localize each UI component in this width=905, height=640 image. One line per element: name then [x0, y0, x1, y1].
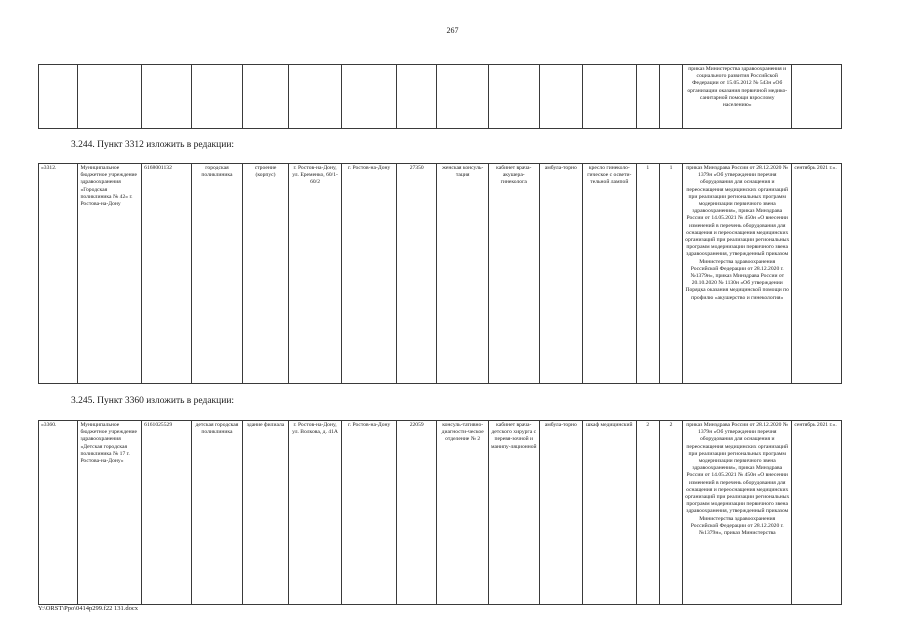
quantity-2: 1	[659, 164, 682, 384]
item-number: «3360.	[39, 421, 78, 605]
legal-basis-cell: приказ Министерства здравоохранения и социального развития Российской Федерации от 15.05.2012 № 543н «Об организации оказания первичной медико-санитарной помощи взрослому населению»	[683, 65, 792, 129]
table-row	[39, 65, 842, 129]
city: г. Ростов-на-Дону	[342, 421, 397, 605]
file-path-footer: Y:\ORST\Ppo\0414p299.f22 131.docx	[38, 605, 138, 612]
building-type: здание филиала	[243, 421, 289, 605]
room: кабинет врача-акушера-гинеколога	[488, 164, 539, 384]
room: кабинет врача-детского хирурга с перевя-зочной и манипу-ляционной	[488, 421, 539, 605]
address: г. Ростов-на-Дону, ул. Волкова, д. 41А	[288, 421, 342, 605]
inn: 6168001132	[142, 164, 192, 384]
legal-basis: приказ Минздрава России от 28.12.2020 № 1379н «Об утверждении перечня оборудования для оснащения и переоснащения медицинских организаций при реализации региональных программ модернизации первичного звена здравоохранения», приказ Минздрава России от 14.05.2021 № 450н «О внесении изменений в перечень оборудования для оснащения и переоснащения медицинских организаций при реализации региональных программ модернизации первичного звена здравоохранения, утвержденный приказом Министерства здравоохранения Российской Федерации от 28.12.2020 г. №1379н», приказ Министерства	[683, 421, 792, 605]
department: консуль-тативно-диагности-ческое отделение № 2	[437, 421, 489, 605]
table-item-3312	[38, 163, 842, 384]
table-row	[39, 421, 842, 605]
building-type: строение (корпус)	[243, 164, 289, 384]
care-form: амбула-торно	[539, 421, 582, 605]
facility-type: городская поликлиника	[191, 164, 243, 384]
due-date: сентябрь 2021 г.».	[792, 421, 842, 605]
organization-name: Муниципальное бюджетное учреждение здравоохранения «Детская городская поликлиника № 17 г. Ростова-на-Дону»	[78, 421, 142, 605]
table-row	[39, 164, 842, 384]
equipment: шкаф медицинский	[583, 421, 637, 605]
section-heading-3245: 3.245. Пункт 3360 изложить в редакции:	[71, 396, 235, 406]
organization-name: Муниципальное бюджетное учреждение здравоохранения «Городская поликлиника № 42» г. Ростова-на-Дону	[78, 164, 142, 384]
facility-type: детская городская поликлиника	[191, 421, 243, 605]
care-form: амбула-торно	[539, 164, 582, 384]
table-item-3360	[38, 420, 842, 605]
legal-basis: приказ Минздрава России от 28.12.2020 № 1379н «Об утверждении перечня оборудования для оснащения и переоснащения медицинских организаций при реализации региональных программ модернизации первичного звена здравоохранения», приказ Минздрава России от 14.05.2021 № 450н «О внесении изменений в перечень оборудования для оснащения и переоснащения медицинских организаций при реализации региональных программ модернизации первичного звена здравоохранения, утвержденный приказом Министерства здравоохранения Российской Федерации от 28.12.2020 г. №1379н», приказ Минздрава России от 20.10.2020 № 1130н «Об утверждении Порядка оказания медицинской помощи по профилю «акушерство и гинекология»	[683, 164, 792, 384]
code: 22059	[396, 421, 436, 605]
equipment: кресло гинеколо-гическое с освети-тельной лампой	[583, 164, 637, 384]
due-date: сентябрь 2021 г.».	[792, 164, 842, 384]
section-heading-3244: 3.244. Пункт 3312 изложить в редакции:	[71, 140, 235, 150]
quantity-1: 2	[636, 421, 659, 605]
department: женская консуль-тация	[437, 164, 489, 384]
item-number: «3312.	[39, 164, 78, 384]
inn: 6161025529	[142, 421, 192, 605]
code: 27350	[396, 164, 436, 384]
table-continuation	[38, 64, 842, 129]
quantity-1: 1	[636, 164, 659, 384]
city: г. Ростов-на-Дону	[342, 164, 397, 384]
quantity-2: 2	[659, 421, 682, 605]
address: г. Ростов-на-Дону, ул. Еременко, 60/1-60/2	[288, 164, 342, 384]
page-number: 267	[446, 26, 459, 35]
